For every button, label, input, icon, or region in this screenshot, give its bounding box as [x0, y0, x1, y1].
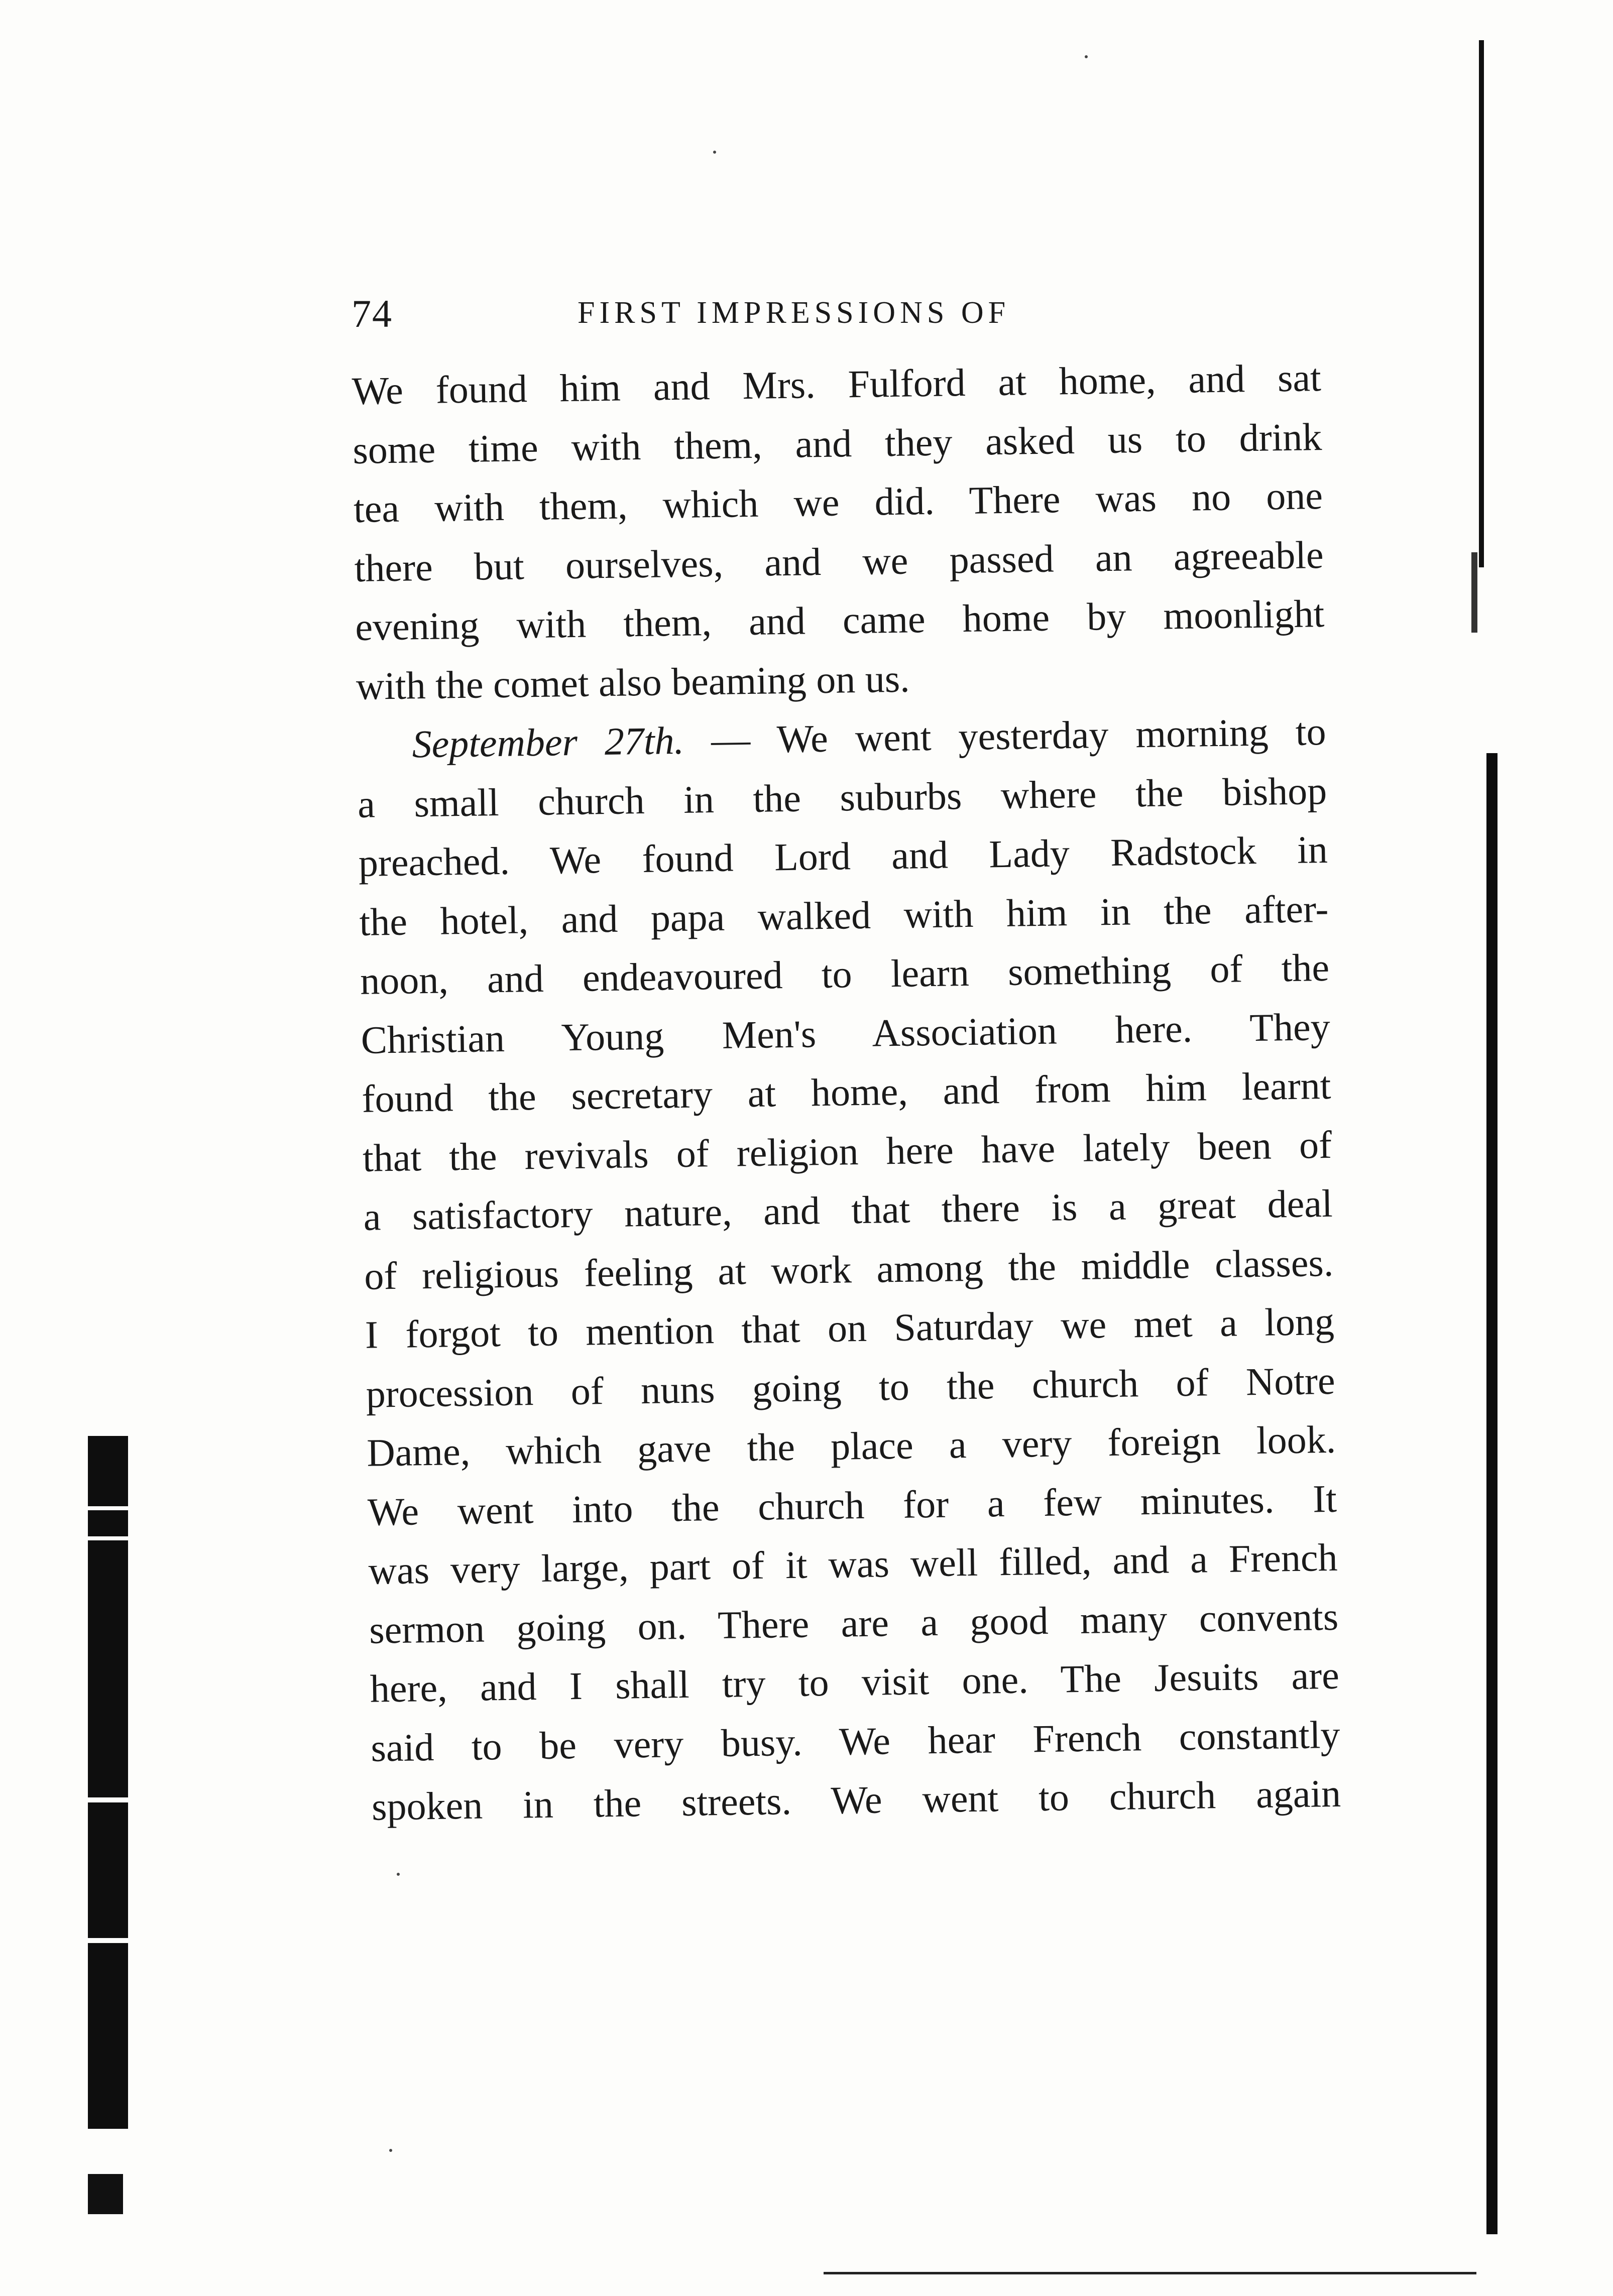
text-line: a small church in the suburbs where the bishop: [357, 768, 1327, 826]
speck: [1085, 55, 1088, 58]
text-line: found the secretary at home, and from him learnt: [361, 1063, 1331, 1121]
text-line: with the comet also beaming on us.: [356, 656, 910, 708]
binding-shadow-right-mid: [1471, 552, 1477, 633]
binding-shadow-right: [1479, 40, 1484, 567]
text-line: some time with them, and they asked us to drink: [352, 414, 1322, 472]
binding-shadow-right-lower: [1486, 753, 1497, 2234]
bottom-edge-line: [824, 2272, 1476, 2274]
text-line: there but ourselves, and we passed an agreeable: [354, 532, 1324, 590]
page-header: [352, 291, 1331, 336]
text-line: that the revivals of religion here have lately been of: [362, 1122, 1332, 1180]
text-line: here, and I shall try to visit one. The Jesuits are: [370, 1653, 1340, 1711]
text-line: was very large, part of it was well filled, and a French: [368, 1535, 1338, 1593]
text-line: Christian Young Men's Association here. They: [361, 1004, 1331, 1062]
speck: [713, 151, 716, 154]
page-number: 74: [352, 292, 393, 335]
text-line: procession of nuns going to the church of Notre: [366, 1358, 1336, 1416]
speck: [397, 1873, 400, 1876]
left-edge-gap-3: [88, 1797, 128, 1802]
text-line: spoken in the streets. We went to church again: [371, 1771, 1341, 1829]
body-text: [352, 348, 1341, 1836]
running-head: FIRST IMPRESSIONS OF: [578, 296, 1010, 330]
left-edge-mark-2: [88, 2174, 123, 2214]
text-span: — We went yesterday morning to: [683, 709, 1327, 762]
text-line: Dame, which gave the place a very foreign look.: [366, 1417, 1336, 1475]
paragraph-1: [352, 348, 1326, 715]
left-edge-gap-1: [88, 1506, 128, 1510]
text-line: We found him and Mrs. Fulford at home, and sat: [352, 355, 1322, 413]
speck: [389, 2149, 392, 2152]
text-line: evening with them, and came home by moonlight: [355, 591, 1325, 649]
paragraph-2: [357, 702, 1341, 1836]
left-edge-gap-2: [88, 1536, 128, 1540]
text-line: I forgot to mention that on Saturday we met a long: [365, 1299, 1335, 1357]
entry-date: September 27th.: [412, 718, 684, 766]
text-line: of religious feeling at work among the middle classes.: [364, 1240, 1334, 1298]
text-line: sermon going on. There are a good many convents: [369, 1594, 1339, 1652]
text-line: preached. We found Lord and Lady Radstock in: [358, 827, 1328, 885]
text-line: tea with them, which we did. There was no one: [353, 473, 1323, 531]
left-edge-gap-4: [88, 1938, 128, 1943]
text-line: We went into the church for a few minutes. It: [367, 1476, 1337, 1534]
text-line: noon, and endeavoured to learn something of the: [360, 945, 1330, 1003]
text-line: the hotel, and papa walked with him in the after-: [359, 886, 1329, 944]
text-line: a satisfactory nature, and that there is a great deal: [363, 1181, 1333, 1239]
text-line: said to be very busy. We hear French constantly: [370, 1712, 1340, 1770]
